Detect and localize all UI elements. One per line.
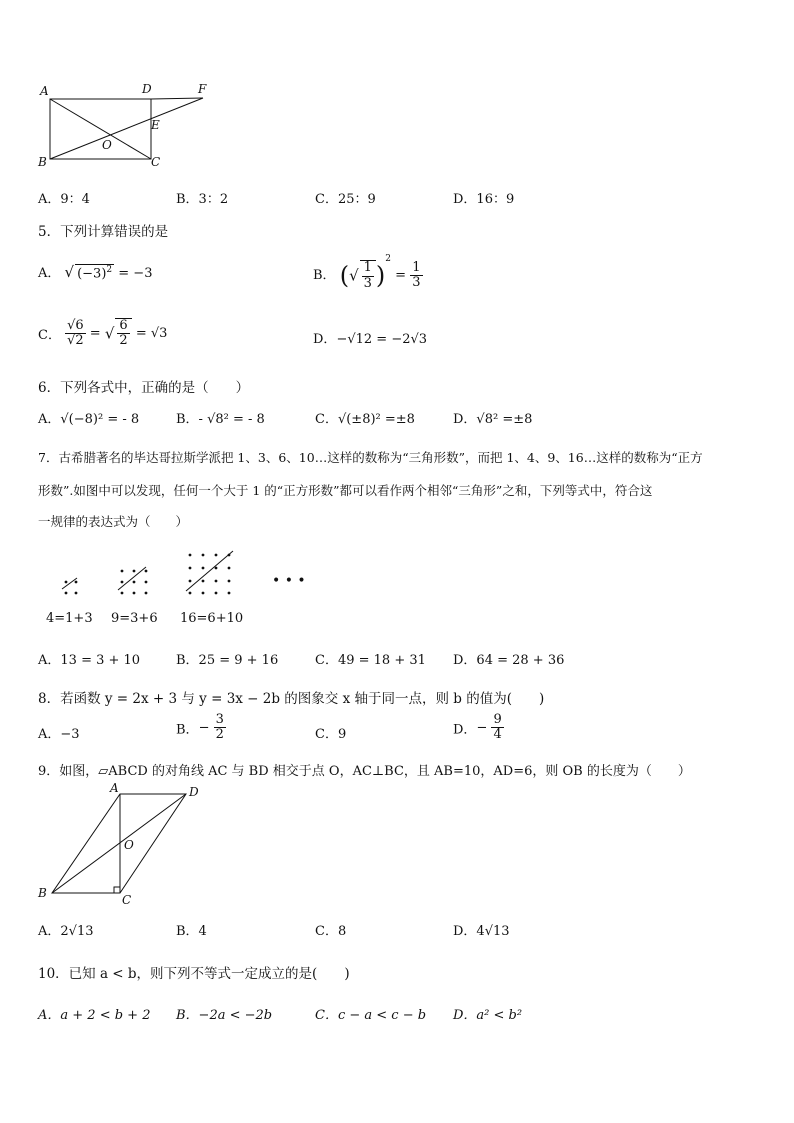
- q10-option-b[interactable]: B．−2a < −2b: [176, 1008, 273, 1023]
- q7-option-a[interactable]: A．13 = 3 + 10: [38, 653, 141, 668]
- q10-options: [38, 1004, 738, 1026]
- q8-option-b[interactable]: B．− $\frac{3}{2}$: [176, 712, 224, 743]
- q7-option-d[interactable]: D．64 = 28 + 36: [453, 653, 565, 668]
- label-D: D: [189, 785, 199, 799]
- label-A: A: [110, 781, 119, 795]
- q8-option-c[interactable]: C．9: [315, 727, 347, 742]
- q4-options: [38, 188, 738, 210]
- q7-option-b[interactable]: B．25 = 9 + 16: [176, 653, 279, 668]
- q8-option-a[interactable]: A．−3: [38, 727, 80, 742]
- q5-option-a[interactable]: A． √ $(-3)^2 = -3$: [38, 263, 153, 281]
- label-B: B: [38, 155, 47, 169]
- q4-option-b[interactable]: B．3：2: [176, 192, 229, 207]
- rectangle-figure: [30, 78, 220, 178]
- q4-option-d[interactable]: D．16：9: [453, 192, 515, 207]
- q8-options: [38, 713, 738, 753]
- q9-option-a[interactable]: A．2√13: [38, 924, 94, 939]
- caption-2: 9=3+6: [111, 611, 158, 626]
- q7-options: [38, 649, 738, 671]
- q9-option-d[interactable]: D．4√13: [453, 924, 510, 939]
- q6-options: [38, 408, 738, 430]
- q9-option-c[interactable]: C．8: [315, 924, 347, 939]
- label-B: B: [38, 886, 47, 900]
- label-A: A: [40, 84, 49, 98]
- q7-option-c[interactable]: C．49 = 18 + 31: [315, 653, 426, 668]
- q5-stem: 5．下列计算错误的是: [38, 224, 169, 240]
- label-O: O: [102, 138, 112, 152]
- q6-option-a[interactable]: A．√(−8)² = - 8: [38, 412, 140, 427]
- label-F: F: [198, 82, 207, 96]
- label-O: O: [124, 838, 134, 852]
- q6-option-d[interactable]: D．√8² =±8: [453, 412, 533, 427]
- q8-option-d[interactable]: D．− $\frac{9}{4}$: [453, 712, 502, 743]
- q10-option-a[interactable]: A．a + 2 < b + 2: [38, 1008, 151, 1023]
- q7-line-3: 一规律的表达式为（ ）: [38, 514, 189, 529]
- q4-option-a[interactable]: A．9：4: [38, 192, 90, 207]
- q8-stem: 8．若函数 y = 2x + 3 与 y = 3x − 2b 的图象交 x 轴于同一点，则 b 的值为( ): [38, 691, 545, 707]
- q5-option-d[interactable]: D．−√12 = −2√3: [313, 332, 428, 347]
- q4-option-c[interactable]: C．25：9: [315, 192, 376, 207]
- caption-1: 4=1+3: [46, 611, 93, 626]
- q5-option-c[interactable]: C． $\frac{√6}{√2}$ = √ $\frac{6}{2}$ = √3: [38, 317, 168, 349]
- q5-option-b[interactable]: B． (√ $\frac{1}{3}$ )$^2$ = $\frac{1}{3}$: [313, 254, 421, 291]
- label-E: E: [151, 118, 160, 132]
- q6-stem: 6．下列各式中，正确的是（ ）: [38, 380, 250, 396]
- caption-3: 16=6+10: [180, 611, 244, 626]
- q7-line-2: 形数”.如图中可以发现，任何一个大于 1 的“正方形数”都可以看作两个相邻“三角形”之和，下列等式中，符合这: [38, 483, 653, 498]
- ellipsis: • • •: [272, 573, 306, 589]
- q6-option-c[interactable]: C．√(±8)² =±8: [315, 412, 415, 427]
- dot-pattern-figure: [40, 545, 320, 605]
- q10-option-c[interactable]: C．c − a < c − b: [315, 1008, 427, 1023]
- q7-line-1: 7．古希腊著名的毕达哥拉斯学派把 1、3、6、10…这样的数称为“三角形数”，而把 1、4、9、16…这样的数称为“正方: [38, 450, 703, 465]
- q10-option-d[interactable]: D．a² < b²: [453, 1008, 523, 1023]
- q6-option-b[interactable]: B．- √8² = - 8: [176, 412, 265, 427]
- parallelogram-figure: [30, 780, 210, 905]
- q9-stem: 9．如图，▱ABCD 的对角线 AC 与 BD 相交于点 O，AC⊥BC，且 AB=10，AD=6，则 OB 的长度为（ ）: [38, 764, 691, 779]
- q9-options: [38, 920, 738, 942]
- label-C: C: [151, 155, 161, 169]
- q10-stem: 10．已知 a < b，则下列不等式一定成立的是( ): [38, 966, 350, 982]
- label-C: C: [122, 893, 132, 905]
- label-D: D: [142, 82, 152, 96]
- q9-option-b[interactable]: B．4: [176, 924, 207, 939]
